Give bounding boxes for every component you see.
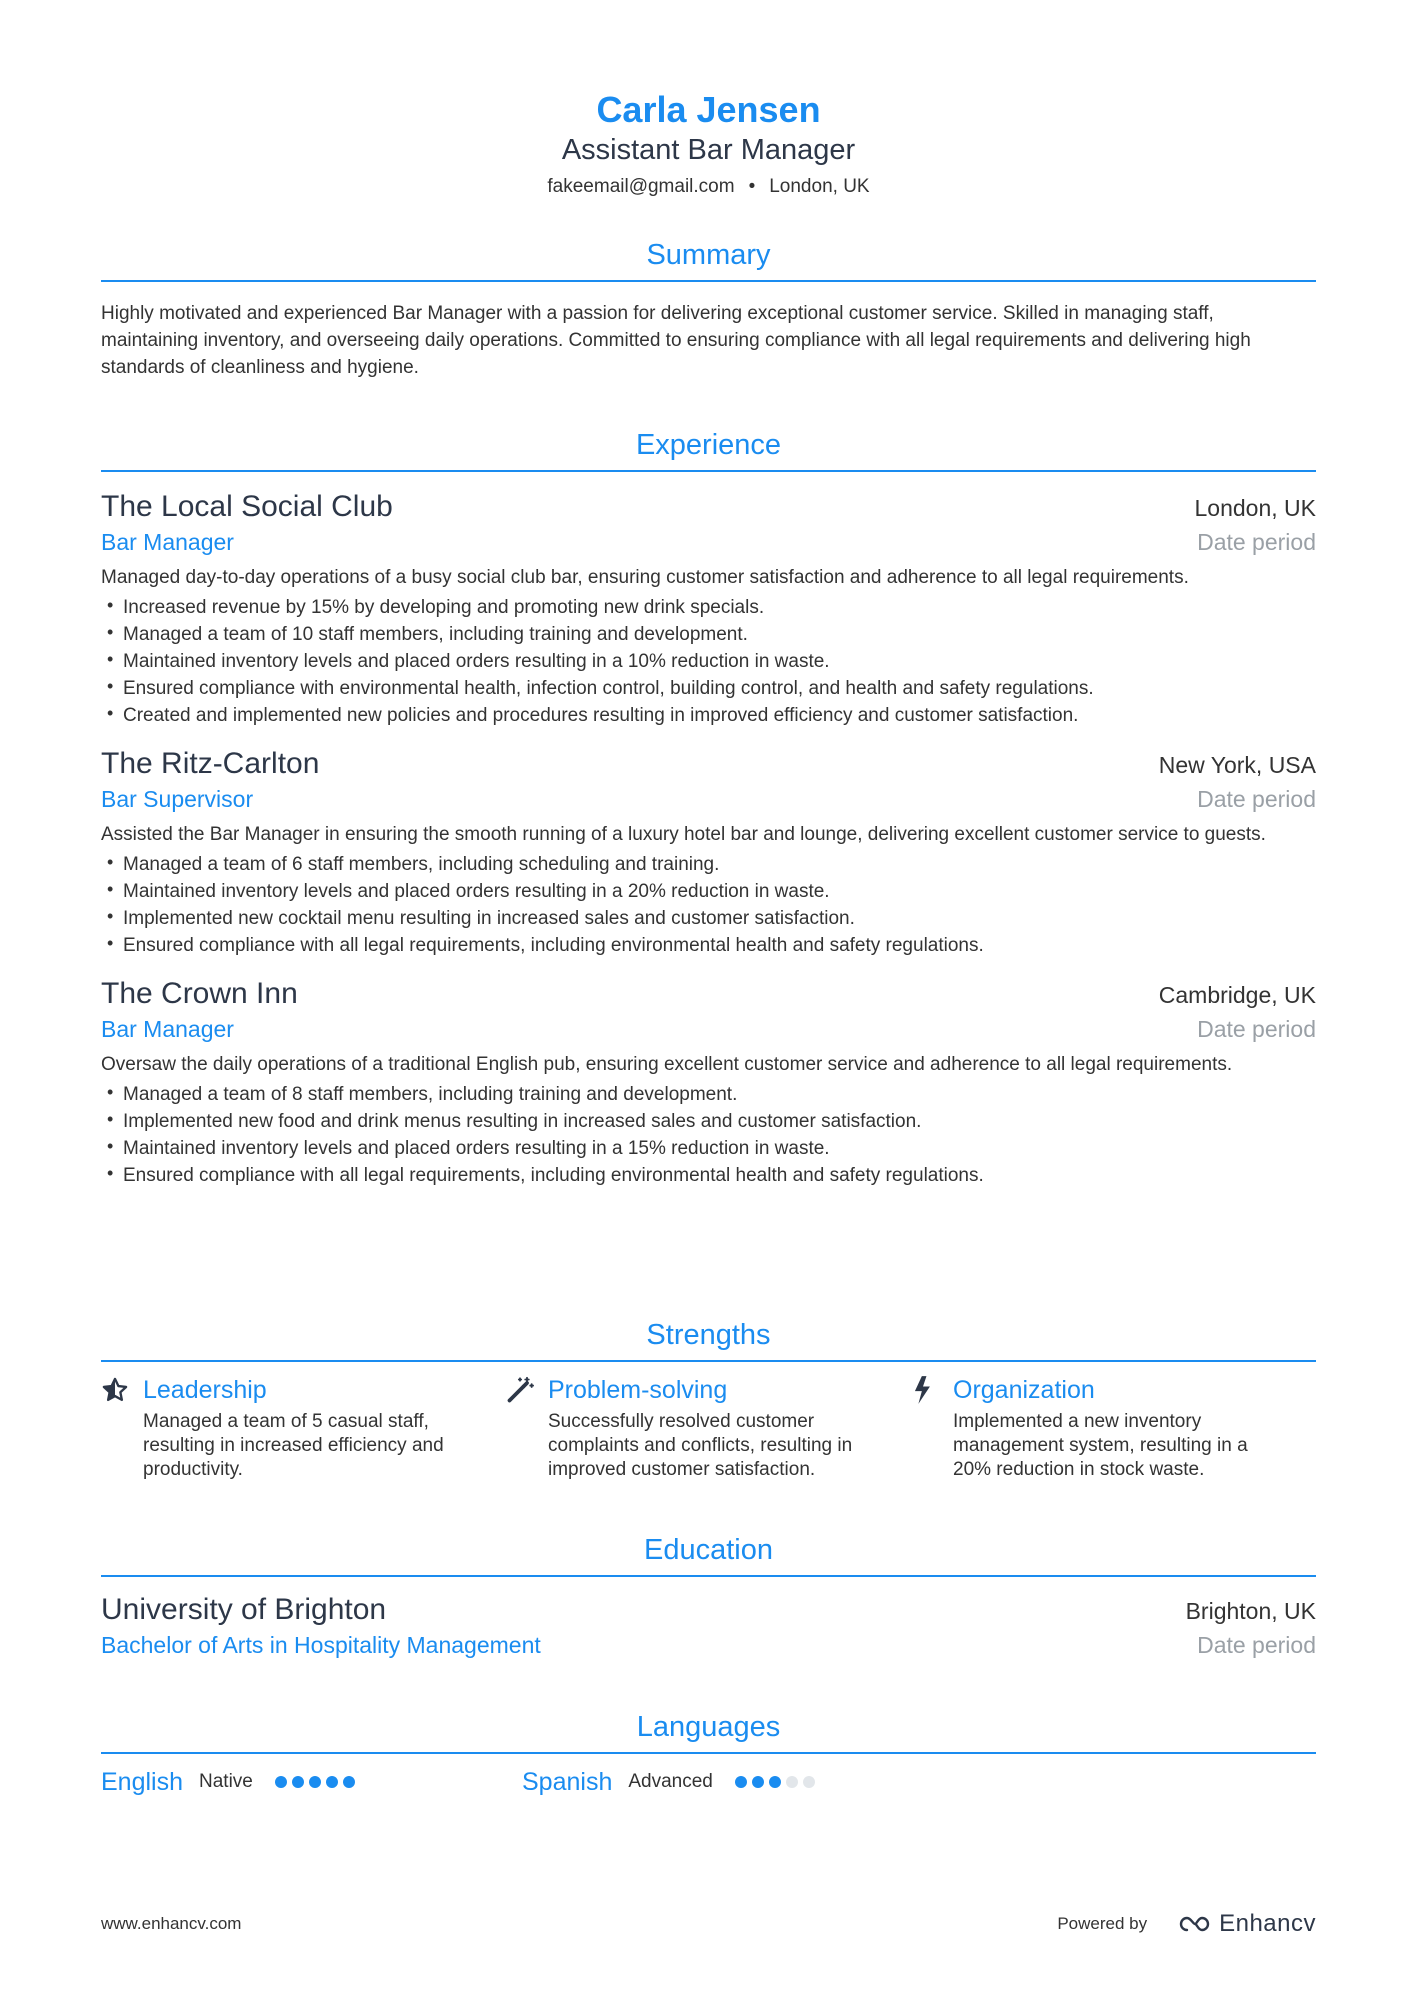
candidate-role: Assistant Bar Manager bbox=[561, 134, 856, 166]
job-description: Assisted the Bar Manager in ensuring the smooth running of a luxury hotel bar and lounge, delivering excellent customer service to guests. bbox=[101, 824, 1266, 845]
job-bullet: • Maintained inventory levels and placed orders resulting in a 15% reduction in waste. bbox=[101, 1135, 1316, 1162]
strength-text: Managed a team of 5 casual staff, resulting in increased efficiency and productivity. bbox=[143, 1411, 444, 1480]
strength-title: Problem-solving bbox=[548, 1376, 728, 1404]
contact-location: London, UK bbox=[769, 176, 870, 197]
language-name: English bbox=[101, 1768, 183, 1796]
job-entry bbox=[101, 975, 1316, 1189]
job-description: Managed day-to-day operations of a busy social club bar, ensuring customer satisfaction and adherence to all legal requirements. bbox=[101, 567, 1189, 588]
rating-dot-filled bbox=[343, 1776, 355, 1788]
job-entry bbox=[101, 745, 1316, 959]
job-bullet: • Increased revenue by 15% by developing and promoting new drink specials. bbox=[101, 594, 1316, 621]
powered-by bbox=[1057, 1910, 1316, 1938]
language-level: Native bbox=[199, 1771, 253, 1792]
strength-item bbox=[911, 1374, 1316, 1482]
job-bullet: • Maintained inventory levels and placed orders resulting in a 10% reduction in waste. bbox=[101, 648, 1316, 675]
strength-item bbox=[506, 1374, 911, 1482]
job-bullets bbox=[101, 594, 1316, 729]
brand-name: Enhancv bbox=[1219, 1910, 1316, 1937]
job-date: Date period bbox=[1197, 786, 1316, 812]
job-date: Date period bbox=[1197, 1016, 1316, 1042]
language-name: Spanish bbox=[522, 1768, 613, 1796]
job-title: Bar Manager bbox=[101, 529, 234, 555]
job-company: The Local Social Club bbox=[101, 490, 393, 523]
section-title-education: Education bbox=[644, 1534, 773, 1566]
strength-title: Organization bbox=[953, 1376, 1095, 1404]
language-rating bbox=[735, 1776, 820, 1788]
education-date: Date period bbox=[1197, 1632, 1316, 1658]
job-bullet: • Ensured compliance with environmental health, infection control, building control, and health and safety regulations. bbox=[101, 675, 1316, 702]
lightning-bolt-icon bbox=[911, 1374, 953, 1406]
star-icon bbox=[101, 1374, 143, 1406]
section-divider bbox=[101, 1360, 1316, 1362]
rating-dot-empty bbox=[803, 1776, 815, 1788]
rating-dot-empty bbox=[786, 1776, 798, 1788]
job-bullets bbox=[101, 851, 1316, 959]
job-description: Oversaw the daily operations of a traditional English pub, ensuring excellent customer service and adherence to all legal requirements. bbox=[101, 1054, 1233, 1075]
languages-section bbox=[101, 1708, 1316, 1798]
section-divider bbox=[101, 470, 1316, 472]
section-title-experience: Experience bbox=[635, 429, 782, 461]
rating-dot-filled bbox=[292, 1776, 304, 1788]
rating-dot-filled bbox=[752, 1776, 764, 1788]
job-bullets bbox=[101, 1081, 1316, 1189]
job-location: Cambridge, UK bbox=[1158, 982, 1316, 1008]
brand-logo[interactable] bbox=[1173, 1910, 1316, 1938]
contact-email[interactable]: fakeemail@gmail.com bbox=[547, 176, 735, 197]
job-bullet: • Managed a team of 10 staff members, including training and development. bbox=[101, 621, 1316, 648]
job-location: London, UK bbox=[1194, 495, 1316, 521]
rating-dot-filled bbox=[326, 1776, 338, 1788]
page-footer bbox=[101, 1910, 1316, 1938]
magic-wand-icon bbox=[506, 1374, 548, 1406]
rating-dot-filled bbox=[735, 1776, 747, 1788]
language-level: Advanced bbox=[628, 1771, 713, 1792]
section-title-languages: Languages bbox=[636, 1711, 781, 1743]
job-bullet: • Managed a team of 6 staff members, including scheduling and training. bbox=[101, 851, 1316, 878]
job-bullet: • Maintained inventory levels and placed orders resulting in a 20% reduction in waste. bbox=[101, 878, 1316, 905]
education-section bbox=[101, 1531, 1316, 1661]
section-divider bbox=[101, 1575, 1316, 1577]
job-title: Bar Manager bbox=[101, 1016, 234, 1042]
job-company: The Crown Inn bbox=[101, 977, 298, 1010]
language-item bbox=[522, 1766, 943, 1798]
resume-page bbox=[101, 0, 1316, 1937]
job-date: Date period bbox=[1197, 529, 1316, 555]
summary-text: Highly motivated and experienced Bar Manager with a passion for delivering exceptional customer service. Skilled in managing staff, maintaining inventory, and overseeing daily operations. Committed to ensuring compliance with all legal requirements and delivering high standards of cleanliness and hygiene. bbox=[101, 303, 1251, 378]
section-divider bbox=[101, 1752, 1316, 1754]
strength-title: Leadership bbox=[143, 1376, 267, 1404]
strength-text: Implemented a new inventory management system, resulting in a 20% reduction in stock waste. bbox=[953, 1411, 1248, 1480]
job-bullet: • Created and implemented new policies and procedures resulting in improved efficiency and customer satisfaction. bbox=[101, 702, 1316, 729]
footer-url[interactable]: www.enhancv.com bbox=[101, 1914, 242, 1933]
education-school: University of Brighton bbox=[101, 1593, 387, 1626]
section-divider bbox=[101, 280, 1316, 282]
powered-by-label: Powered by bbox=[1057, 1914, 1148, 1933]
section-title-strengths: Strengths bbox=[646, 1319, 771, 1351]
rating-dot-filled bbox=[275, 1776, 287, 1788]
rating-dot-filled bbox=[769, 1776, 781, 1788]
job-company: The Ritz-Carlton bbox=[101, 747, 320, 780]
contact-separator: • bbox=[748, 176, 756, 197]
job-bullet: • Implemented new food and drink menus resulting in increased sales and customer satisfaction. bbox=[101, 1108, 1316, 1135]
strengths-section bbox=[101, 1316, 1316, 1482]
contact-line bbox=[101, 174, 1316, 200]
candidate-name: Carla Jensen bbox=[596, 89, 821, 130]
experience-section bbox=[101, 426, 1316, 1189]
enhancv-logo-icon bbox=[1173, 1913, 1213, 1935]
job-bullet: • Ensured compliance with all legal requirements, including environmental health and safety regulations. bbox=[101, 932, 1316, 959]
rating-dot-filled bbox=[309, 1776, 321, 1788]
strength-item bbox=[101, 1374, 506, 1482]
job-bullet: • Managed a team of 8 staff members, including training and development. bbox=[101, 1081, 1316, 1108]
strength-text: Successfully resolved customer complaints and conflicts, resulting in improved customer satisfaction. bbox=[548, 1411, 853, 1480]
job-bullet: • Ensured compliance with all legal requirements, including environmental health and safety regulations. bbox=[101, 1162, 1316, 1189]
resume-header bbox=[101, 0, 1316, 200]
education-degree: Bachelor of Arts in Hospitality Management bbox=[101, 1632, 541, 1658]
section-title-summary: Summary bbox=[646, 239, 771, 271]
language-item bbox=[101, 1766, 522, 1798]
job-entry bbox=[101, 488, 1316, 729]
language-rating bbox=[275, 1776, 360, 1788]
job-title: Bar Supervisor bbox=[101, 786, 254, 812]
job-location: New York, USA bbox=[1158, 752, 1316, 778]
summary-section bbox=[101, 236, 1316, 381]
education-entry bbox=[101, 1591, 1316, 1661]
education-location: Brighton, UK bbox=[1185, 1598, 1316, 1624]
job-bullet: • Implemented new cocktail menu resulting in increased sales and customer satisfaction. bbox=[101, 905, 1316, 932]
